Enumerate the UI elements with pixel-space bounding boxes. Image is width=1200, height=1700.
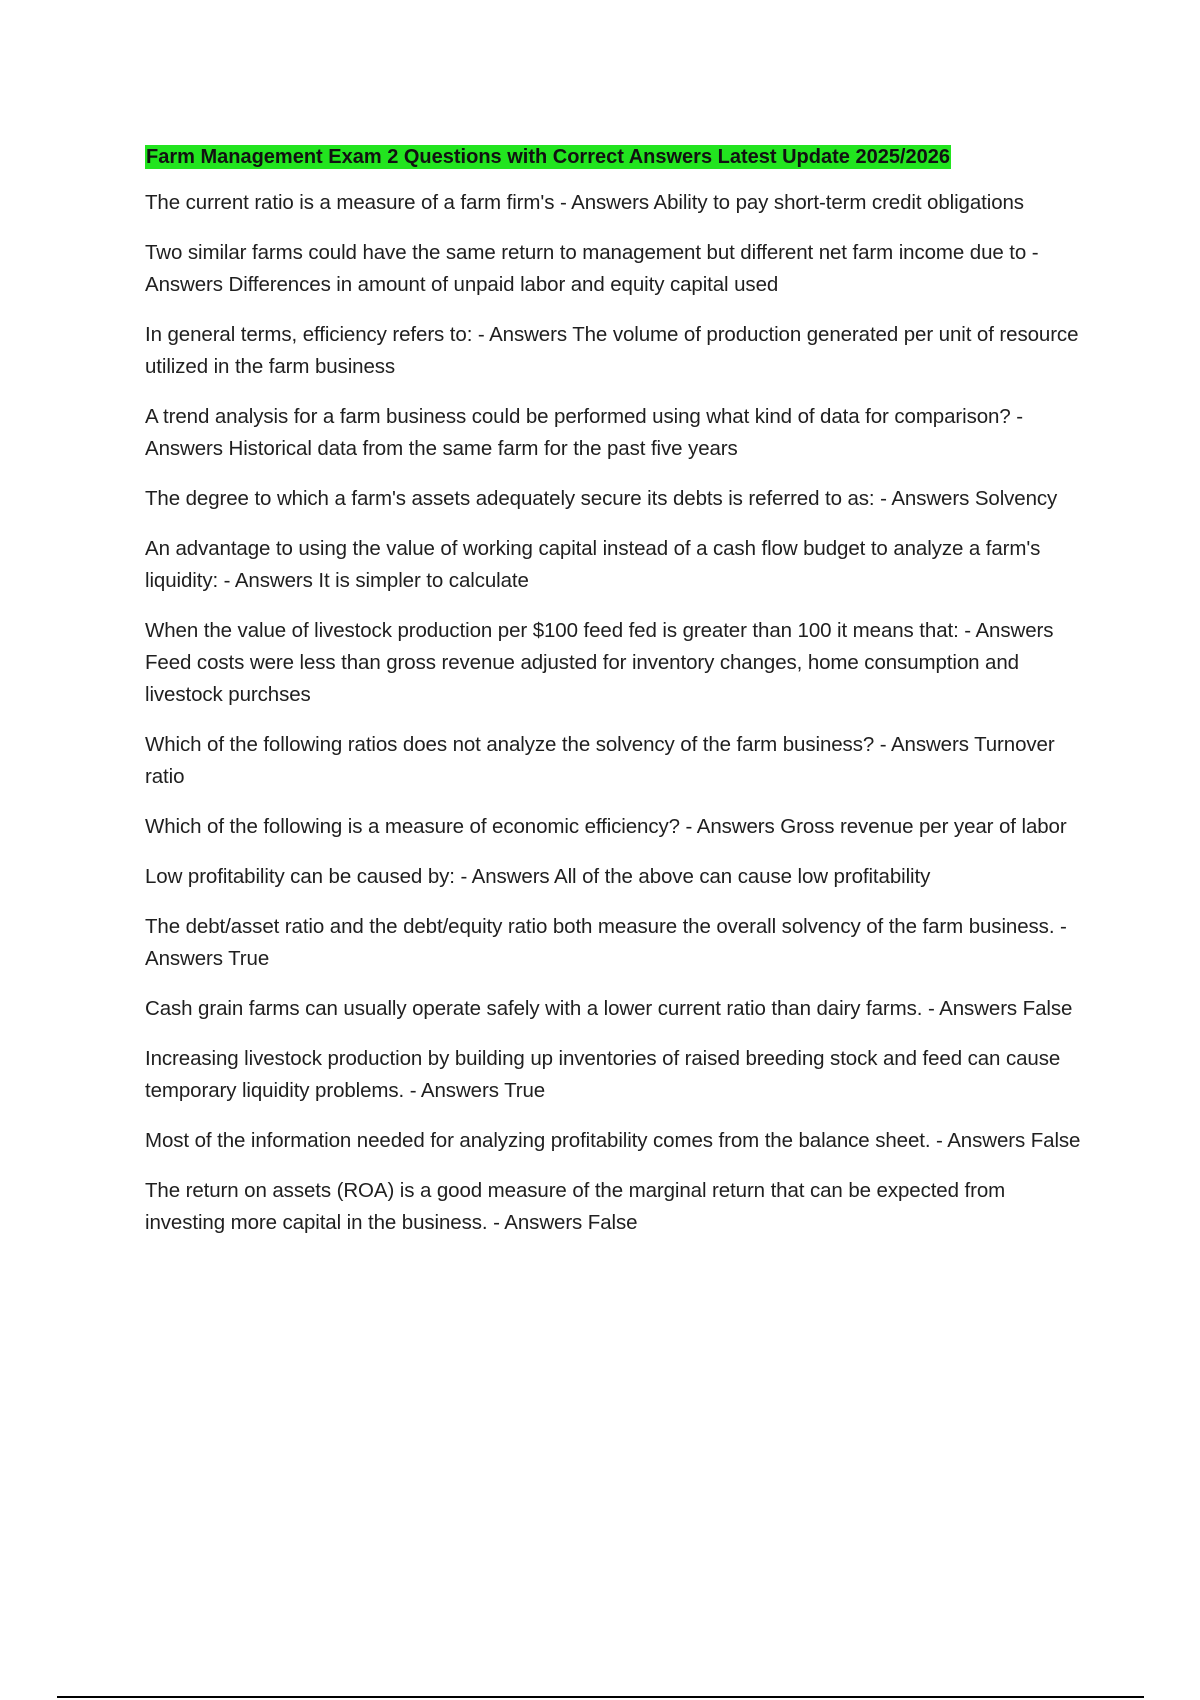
question-answer-10: Low profitability can be caused by: - Answers All of the above can cause low profitability <box>145 865 931 888</box>
question-answer-6: An advantage to using the value of working capital instead of a cash flow budget to analyze a farm's liquidity: - Answers It is simpler to calculate <box>145 537 1041 592</box>
question-answer-2: Two similar farms could have the same return to management but different net farm income due to - Answers Differences in amount of unpaid labor and equity capital used <box>145 241 1039 296</box>
question-answer-1: The current ratio is a measure of a farm firm's - Answers Ability to pay short-term credit obligations <box>145 191 1024 214</box>
question-answer-15: The return on assets (ROA) is a good measure of the marginal return that can be expected from investing more capital in the business. - Answers False <box>145 1179 1006 1234</box>
question-answer-7: When the value of livestock production per $100 feed fed is greater than 100 it means that: - Answers Feed costs were less than gross revenue adjusted for inventory changes, home consumption and livestock purchses <box>145 619 1054 706</box>
document-page <box>145 143 1090 1257</box>
question-answer-14: Most of the information needed for analyzing profitability comes from the balance sheet. - Answers False <box>145 1129 1081 1152</box>
question-answer-3: In general terms, efficiency refers to: - Answers The volume of production generated per unit of resource utilized in the farm business <box>145 323 1079 378</box>
question-answer-5: The degree to which a farm's assets adequately secure its debts is referred to as: - Answers Solvency <box>145 487 1058 510</box>
title-container <box>145 143 1090 173</box>
question-answer-11: The debt/asset ratio and the debt/equity ratio both measure the overall solvency of the farm business. - Answers True <box>145 915 1067 970</box>
question-answer-12: Cash grain farms can usually operate safely with a lower current ratio than dairy farms. - Answers False <box>145 997 1073 1020</box>
question-answer-4: A trend analysis for a farm business could be performed using what kind of data for comparison? - Answers Historical data from the same farm for the past five years <box>145 405 1023 460</box>
question-answer-9: Which of the following is a measure of economic efficiency? - Answers Gross revenue per year of labor <box>145 815 1067 838</box>
question-answer-8: Which of the following ratios does not analyze the solvency of the farm business? - Answers Turnover ratio <box>145 733 1055 788</box>
page-bottom-rule <box>57 1696 1144 1698</box>
document-title: Farm Management Exam 2 Questions with Correct Answers Latest Update 2025/2026 <box>146 146 950 168</box>
question-answer-13: Increasing livestock production by building up inventories of raised breeding stock and feed can cause temporary liquidity problems. - Answers True <box>145 1047 1061 1102</box>
